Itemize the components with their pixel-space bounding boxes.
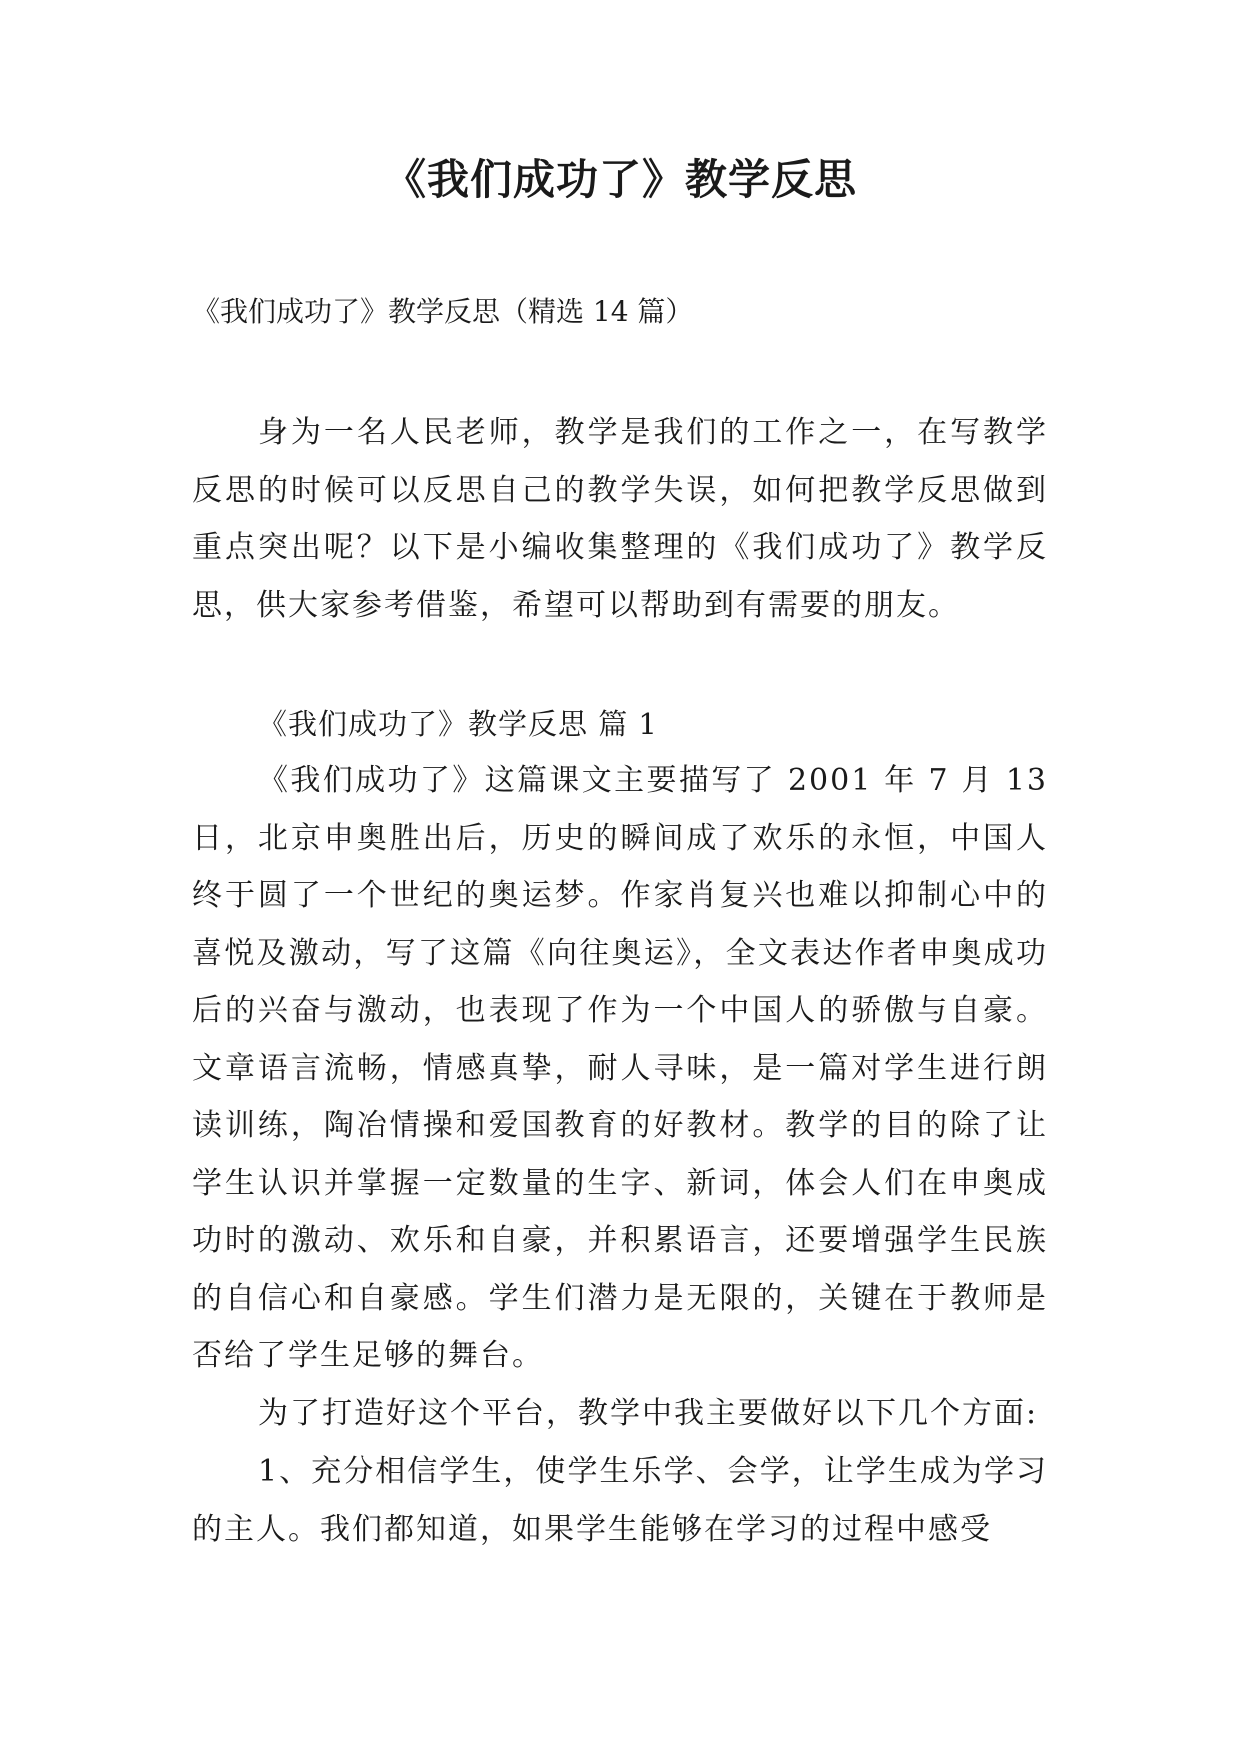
body-paragraph: 为了打造好这个平台，教学中我主要做好以下几个方面: bbox=[258, 1396, 1039, 1431]
intro-paragraph: 身为一名人民老师，教学是我们的工作之一，在写教学反思的时候可以反思自己的教学失误，如何把教学反思做到重点突出呢？以下是小编收集整理的《我们成功了》教学反思，供大家参考借鉴，希望可以帮助到有需要的朋友。 bbox=[192, 415, 1048, 623]
section-heading: 《我们成功了》教学反思 篇 1 bbox=[258, 707, 658, 741]
body-paragraph: 1、充分相信学生，使学生乐学、会学，让学生成为学习的主人。我们都知道，如果学生能够在学习的过程中感受 bbox=[192, 1454, 1048, 1547]
document-title: 《我们成功了》教学反思 bbox=[383, 155, 857, 204]
document-subtitle: 《我们成功了》教学反思（精选 14 篇） bbox=[192, 295, 694, 328]
body-paragraph: 《我们成功了》这篇课文主要描写了 2001 年 7 月 13 日，北京申奥胜出后，历史的瞬间成了欢乐的永恒，中国人终于圆了一个世纪的奥运梦。作家肖复兴也难以抑制心中的喜悦及激动，写了这篇《向往奥运》，全文表达作者申奥成功后的兴奋与激动，也表现了作为一个中国人的骄傲与自豪。文章语言流畅，情感真挚，耐人寻味，是一篇对学生进行朗读训练，陶冶情操和爱国教育的好教材。教学的目的除了让学生认识并掌握一定数量的生字、新词，体会人们在申奥成功时的激动、欢乐和自豪，并积累语言，还要增强学生民族的自信心和自豪感。学生们潜力是无限的，关键在于教师是否给了学生足够的舞台。 bbox=[192, 763, 1048, 1373]
